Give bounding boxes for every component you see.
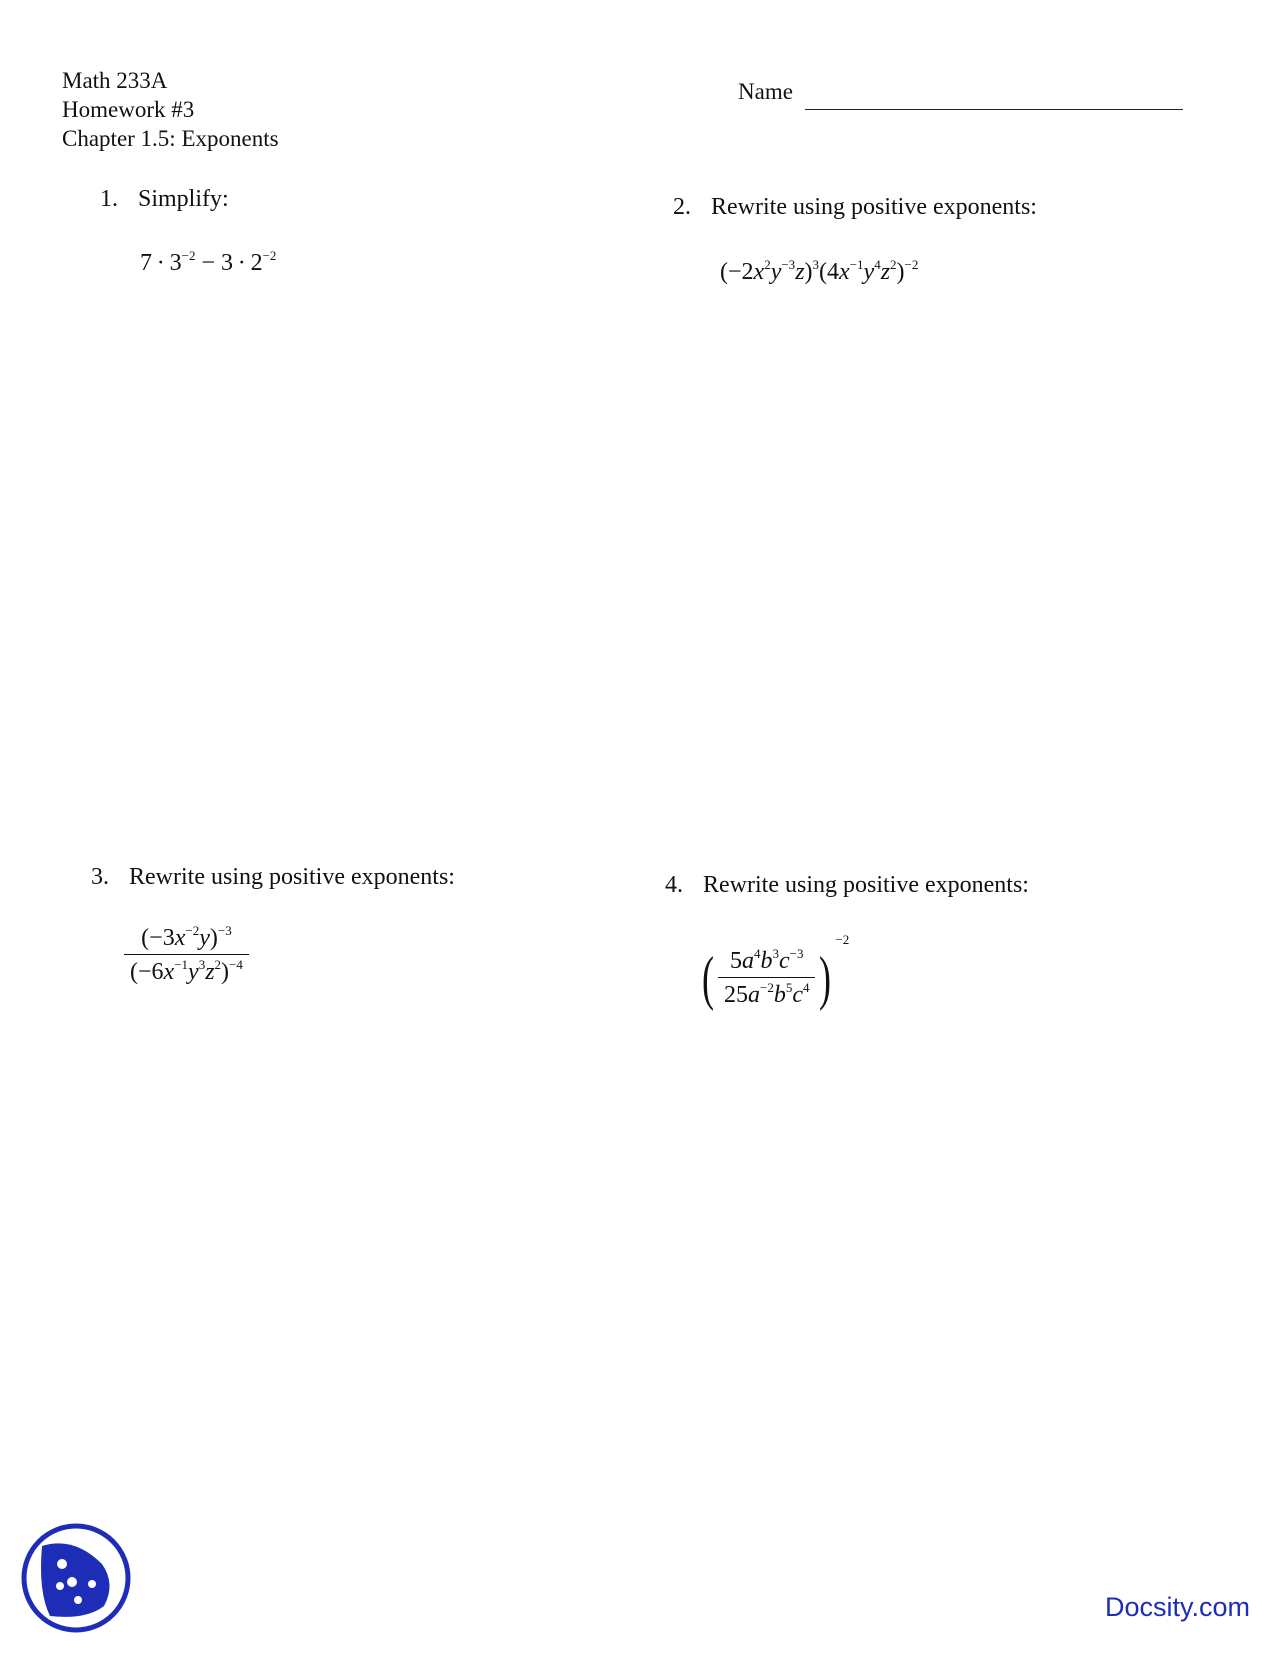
problem-number: 1. xyxy=(100,186,118,212)
problem-number: 3. xyxy=(91,864,109,890)
problem-3-heading xyxy=(91,864,455,891)
name-label: Name xyxy=(738,79,793,104)
problem-4-heading xyxy=(665,872,1029,899)
fraction: $\frac{(-3x^{-2}y)^{-3}}{(-6x^{-1}y^3z^2)^{-4}}$ xyxy=(124,925,249,986)
chapter-title: Chapter 1.5: Exponents xyxy=(62,126,279,151)
problem-3-expression xyxy=(124,925,249,986)
docsity-brand-link[interactable]: Docsity.com xyxy=(1105,1592,1251,1622)
problem-instruction: Rewrite using positive exponents: xyxy=(703,872,1029,898)
docsity-logo-icon xyxy=(20,1522,132,1634)
problem-2-expression: $(-2x^2y^{-3}z)^3(4x^{-1}y^4z^2)^{-2}$ xyxy=(720,257,919,285)
name-line xyxy=(805,109,1183,110)
problem-instruction: Rewrite using positive exponents: xyxy=(129,864,455,890)
fraction: $\frac{5a^4b^3c^{-3}}{25a^{-2}b^5c^4}$ xyxy=(718,948,816,1009)
problem-4-expression: ( $\frac{5a^4b^3c^{-3}}{25a^{-2}b^5c^4}$ )$^{-2}$ xyxy=(701,932,850,1012)
problem-instruction: Simplify: xyxy=(138,186,229,212)
homework-title: Homework #3 xyxy=(62,97,195,122)
problem-instruction: Rewrite using positive exponents: xyxy=(711,194,1037,220)
problem-number: 4. xyxy=(665,872,683,898)
problem-2-heading xyxy=(673,194,1037,221)
course-title: Math 233A xyxy=(62,68,168,93)
problem-number: 2. xyxy=(673,194,691,220)
problem-1-heading xyxy=(100,186,229,213)
problem-1-expression: $7 \cdot 3^{-2} - 3 \cdot 2^{-2}$ xyxy=(140,248,277,276)
